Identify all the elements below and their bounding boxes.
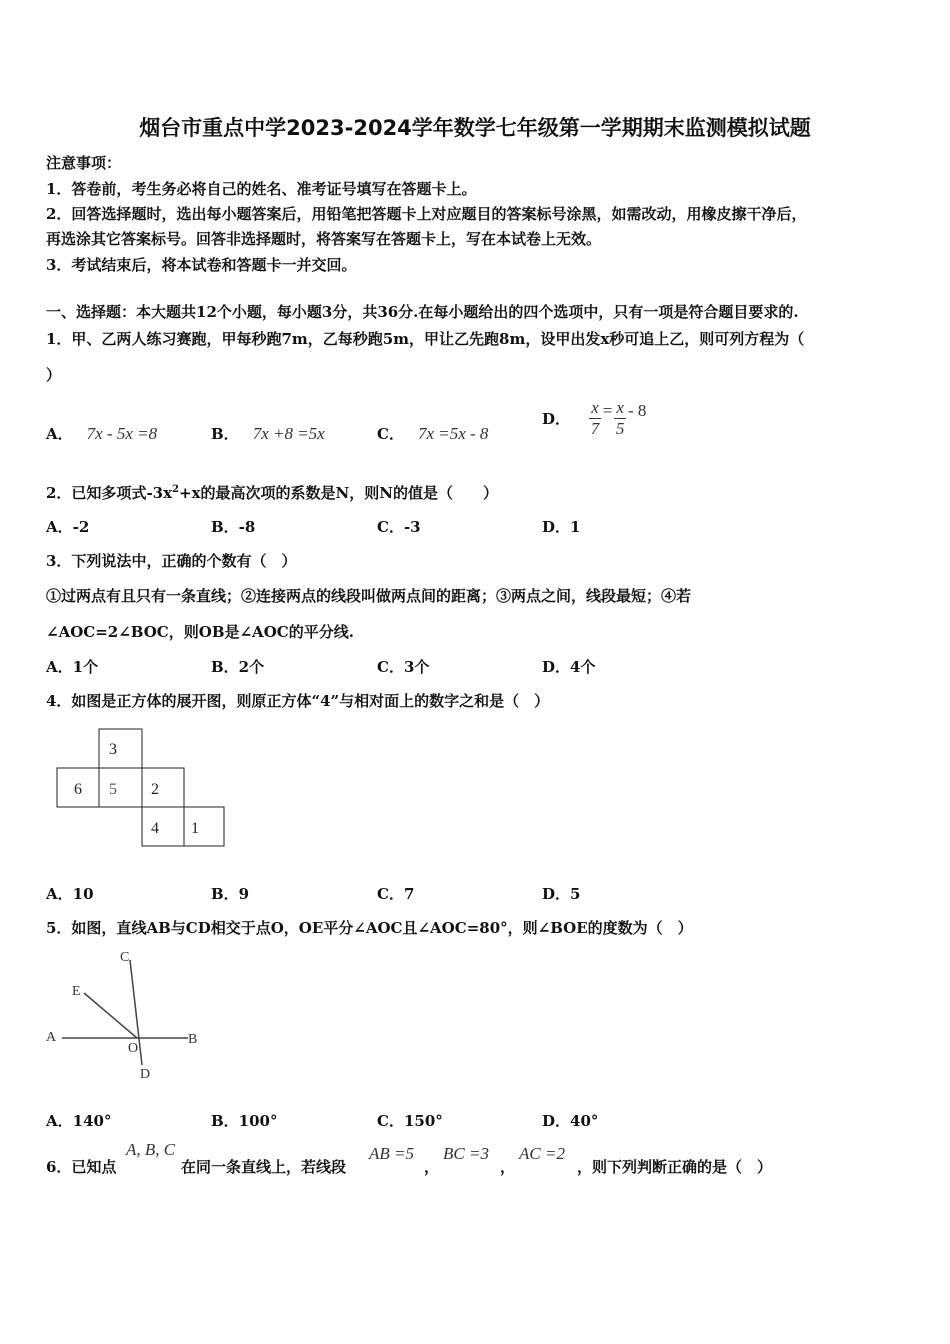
notice-item: 再选涂其它答案标号。回答非选择题时，将答案写在答题卡上，写在本试卷上无效。	[46, 230, 602, 248]
notice-item: 2．回答选择题时，选出每小题答案后，用铅笔把答题卡上对应题目的答案标号涂黑，如需改动，用橡皮擦干净后，	[46, 205, 807, 223]
segment-ab: AB =5	[369, 1144, 414, 1163]
question-5-stem: 5．如图，直线AB与CD相交于点O，OE平分∠AOC且∠AOC=80°，则∠BOE的度数为（ ）	[46, 919, 693, 937]
option-b: B．9	[211, 885, 250, 903]
option-b: B．100°	[211, 1112, 278, 1130]
cube-net-figure	[56, 728, 231, 850]
notice-item: 3．考试结束后，将本试卷和答题卡一并交回。	[46, 256, 357, 274]
option-b: B．-8	[211, 518, 256, 536]
option-a: A．-2	[46, 518, 90, 536]
separator: ，	[424, 1158, 440, 1176]
cube-face-1: 1	[191, 820, 199, 837]
page-title: 烟台市重点中学2023-2024学年数学七年级第一学期期末监测模拟试题	[139, 116, 811, 140]
option-c: C．7	[377, 885, 415, 903]
option-c: C． 7x =5x - 8	[377, 424, 489, 443]
cube-face-6: 6	[74, 781, 82, 798]
question-6-stem-tail: ，则下列判断正确的是（ ）	[577, 1158, 773, 1176]
notice-item: 1．答卷前，考生务必将自己的姓名、准考证号填写在答题卡上。	[46, 180, 477, 198]
point-label-d: D	[140, 1067, 151, 1082]
point-label-e: E	[72, 984, 81, 999]
segment-ac: AC =2	[519, 1144, 565, 1163]
cube-face-2: 2	[151, 781, 159, 798]
option-c: C．-3	[377, 518, 421, 536]
question-4-stem: 4．如图是正方体的展开图，则原正方体“4”与相对面上的数字之和是（ ）	[46, 692, 550, 710]
option-a: A．140°	[46, 1112, 112, 1130]
option-a: A．10	[46, 885, 94, 903]
option-d: D．4个	[542, 658, 596, 676]
question-1-stem: 1．甲、乙两人练习赛跑，甲每秒跑7m，乙每秒跑5m，甲让乙先跑8m，设甲出发x秒可追上乙，则可列方程为（	[46, 330, 805, 348]
question-6-stem-mid: 在同一条直线上，若线段	[181, 1158, 347, 1176]
option-c: C．3个	[377, 658, 430, 676]
option-d: D． $\frac{x}{7}$ = $\frac{x}{5}$ - 8	[542, 398, 647, 438]
points-abc: A, B, C	[126, 1140, 176, 1159]
point-label-a: A	[46, 1030, 57, 1045]
question-3-stem: 3．下列说法中，正确的个数有（ ）	[46, 552, 297, 570]
section-heading: 一、选择题：本大题共12个小题，每小题3分，共36分.在每小题给出的四个选项中，只有一项是符合题目要求的.	[46, 303, 799, 321]
cube-face-3: 3	[109, 741, 117, 758]
point-label-c: C	[120, 950, 130, 965]
separator: ，	[500, 1158, 516, 1176]
cube-face-4: 4	[151, 820, 159, 837]
option-d: D．5	[542, 885, 581, 903]
point-label-o: O	[128, 1041, 139, 1056]
point-label-b: B	[188, 1032, 198, 1047]
ray-oe	[84, 993, 137, 1038]
option-d: D．40°	[542, 1112, 599, 1130]
notice-heading: 注意事项：	[46, 154, 122, 172]
question-1-stem-end: ）	[46, 366, 62, 384]
question-6-stem: 6．已知点	[46, 1158, 117, 1176]
option-a: A．1个	[46, 658, 99, 676]
option-c: C．150°	[377, 1112, 443, 1130]
option-a: A． 7x - 5x =8	[46, 424, 158, 443]
question-3-statements: ①过两点有且只有一条直线；②连接两点的线段叫做两点间的距离；③两点之间，线段最短；④若	[46, 587, 692, 605]
option-b: B．2个	[211, 658, 265, 676]
segment-bc: BC =3	[443, 1144, 489, 1163]
intersecting-lines-figure	[40, 945, 215, 1085]
option-d: D．1	[542, 518, 581, 536]
question-2-stem: 2．已知多项式$-3x^2+x$的最高次项的系数是N，则N的值是（ ）	[46, 484, 498, 502]
question-3-statements-cont: ∠AOC=2∠BOC，则OB是∠AOC的平分线.	[46, 623, 354, 641]
option-b: B． 7x +8 =5x	[211, 424, 325, 443]
cube-face-5: 5	[109, 781, 117, 798]
